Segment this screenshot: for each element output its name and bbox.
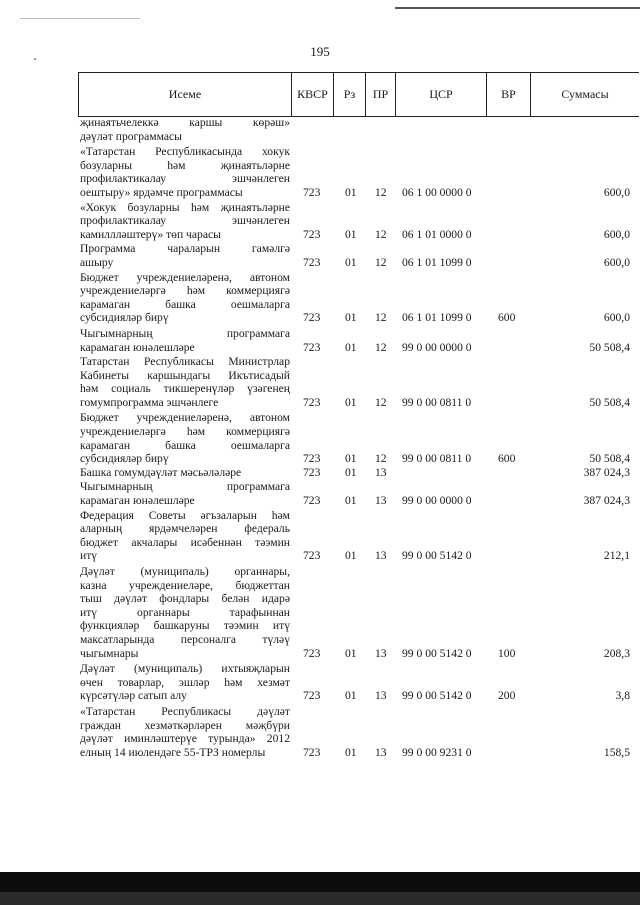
cell-sum: 50 508,4 xyxy=(589,452,630,466)
row-name xyxy=(80,355,290,409)
cell-kvsr: 723 xyxy=(303,689,321,703)
row-name-line: итү органнары тарафыннан xyxy=(80,605,290,619)
cell-sum: 600,0 xyxy=(603,227,630,241)
row-name-line: җинаятьчелеккә каршы көрәш» xyxy=(80,116,290,129)
cell-pr: 12 xyxy=(375,395,387,409)
table-row xyxy=(80,355,630,409)
row-name-line: Чыгымнарның программага xyxy=(80,326,290,340)
cell-rz: 01 xyxy=(345,311,357,325)
cell-vr: 100 xyxy=(498,646,516,660)
cell-kvsr: 723 xyxy=(303,311,321,325)
cell-csr: 06 1 01 0000 0 xyxy=(402,227,472,241)
scan-bottom-edge xyxy=(0,872,640,892)
cell-rz: 01 xyxy=(345,452,357,466)
cell-kvsr: 723 xyxy=(303,255,321,269)
cell-rz: 01 xyxy=(345,549,357,563)
row-name-line: Чыгымнарның программага xyxy=(80,480,290,494)
row-name xyxy=(80,201,290,242)
row-name xyxy=(80,705,290,759)
header-name: Исеме xyxy=(79,73,292,116)
cell-sum: 50 508,4 xyxy=(589,340,630,354)
row-name-line: Дәүләт (муниципаль) ихтыяҗларын xyxy=(80,662,290,676)
cell-kvsr: 723 xyxy=(303,465,321,479)
table-row xyxy=(80,509,630,563)
cell-csr: 99 0 00 0811 0 xyxy=(402,452,472,466)
header-pr: ПР xyxy=(366,73,396,116)
row-name-line: учреждениеләргә һәм коммерциягә xyxy=(80,284,290,298)
row-name-line: аларның ярдәмчеләрен федераль xyxy=(80,522,290,536)
row-name-line: граждан хезмәткәрләрен мәҗбүри xyxy=(80,718,290,732)
cell-csr: 99 0 00 9231 0 xyxy=(402,745,472,759)
cell-csr: 06 1 01 1099 0 xyxy=(402,255,472,269)
cell-kvsr: 723 xyxy=(303,745,321,759)
row-name-line: дәүләт программасы xyxy=(80,129,182,143)
table-row xyxy=(80,116,630,143)
row-name-line: ашыру xyxy=(80,255,114,269)
cell-csr: 99 0 00 0000 0 xyxy=(402,494,472,508)
row-name-line: Бюджет учреждениеләренә, автоном xyxy=(80,270,290,284)
scan-speck xyxy=(34,58,36,60)
header-rz: Рз xyxy=(334,73,366,116)
cell-rz: 01 xyxy=(345,494,357,508)
table-row xyxy=(80,145,630,199)
cell-kvsr: 723 xyxy=(303,395,321,409)
row-name-line: субсидияләр бирү xyxy=(80,452,169,466)
cell-kvsr: 723 xyxy=(303,340,321,354)
table-row xyxy=(80,565,630,660)
cell-vr: 600 xyxy=(498,311,516,325)
cell-rz: 01 xyxy=(345,255,357,269)
cell-kvsr: 723 xyxy=(303,452,321,466)
row-name xyxy=(80,509,290,563)
header-sum: Суммасы xyxy=(561,87,609,101)
cell-sum: 387 024,3 xyxy=(583,494,630,508)
row-name-line: «Татарстан Республикасы дәүләт xyxy=(80,704,290,718)
row-name-line: Бюджет учреждениеләренә, автоном xyxy=(80,411,290,425)
row-name xyxy=(80,116,290,143)
cell-sum: 600,0 xyxy=(603,311,630,325)
row-name-line: өчен товарлар, эшләр һәм хезмәт xyxy=(80,675,290,689)
table-header xyxy=(78,72,639,117)
cell-sum: 212,1 xyxy=(603,549,630,563)
row-name-line: карамаган башка оешмаларга xyxy=(80,297,290,311)
row-name xyxy=(80,327,290,354)
row-name-line: карамаган юнәлешләре xyxy=(80,340,195,354)
row-name-line: функцияләр башкаруны тәэмин итү xyxy=(80,619,290,633)
row-name xyxy=(80,271,290,325)
scan-edge-mark xyxy=(20,18,140,19)
scan-bottom-strip xyxy=(0,892,640,905)
cell-vr: 200 xyxy=(498,689,516,703)
row-name-line: дәүләт иминләштерүе турында» 2012 xyxy=(80,732,290,746)
cell-sum: 50 508,4 xyxy=(589,395,630,409)
cell-pr: 13 xyxy=(375,689,387,703)
header-vr: ВР xyxy=(487,73,531,116)
cell-sum: 600,0 xyxy=(603,255,630,269)
cell-rz: 01 xyxy=(345,185,357,199)
row-name-line: оештыру» ярдәмче программасы xyxy=(80,185,243,199)
row-name-line: чыгымнары xyxy=(80,646,139,660)
row-name-line: «Татарстан Республикасында хокук xyxy=(80,145,290,159)
table-row xyxy=(80,271,630,325)
cell-sum: 3,8 xyxy=(615,689,630,703)
cell-rz: 01 xyxy=(345,227,357,241)
cell-sum: 600,0 xyxy=(603,185,630,199)
row-name-line: профилактикалау эшчәнлеген xyxy=(80,172,290,186)
header-kvsr: КВСР xyxy=(292,73,334,116)
row-name xyxy=(80,242,290,269)
row-name-line: гомумпрограмма эшчәнлеге xyxy=(80,395,219,409)
cell-kvsr: 723 xyxy=(303,646,321,660)
row-name xyxy=(80,565,290,660)
row-name-line: күрсәтүләр сатып алу xyxy=(80,689,187,703)
row-name-line: Кабинеты каршындагы Икътисадый xyxy=(80,368,290,382)
cell-pr: 13 xyxy=(375,745,387,759)
table-row xyxy=(80,242,630,269)
row-name-line: «Хокук бозуларны һәм җинаятьләрне xyxy=(80,200,290,214)
table-body xyxy=(80,116,630,759)
cell-kvsr: 723 xyxy=(303,185,321,199)
cell-pr: 12 xyxy=(375,311,387,325)
cell-kvsr: 723 xyxy=(303,494,321,508)
row-name-line: һәм социаль тикшеренүләр үзәгенең xyxy=(80,382,290,396)
cell-rz: 01 xyxy=(345,689,357,703)
table-row xyxy=(80,705,630,759)
row-name-line: елның 14 июлендәге 55-ТРЗ номерлы xyxy=(80,745,266,759)
cell-pr: 13 xyxy=(375,465,387,479)
cell-pr: 12 xyxy=(375,185,387,199)
row-name-line: Программа чараларын гамәлгә xyxy=(80,242,290,256)
cell-csr: 99 0 00 5142 0 xyxy=(402,689,472,703)
cell-csr: 06 1 00 0000 0 xyxy=(402,185,472,199)
table-row xyxy=(80,662,630,703)
cell-vr: 600 xyxy=(498,452,516,466)
cell-sum: 208,3 xyxy=(603,646,630,660)
cell-csr: 06 1 01 1099 0 xyxy=(402,311,472,325)
row-name xyxy=(80,466,290,480)
row-name-line: камиллләштерү» төп чарасы xyxy=(80,227,221,241)
cell-csr: 99 0 00 0000 0 xyxy=(402,340,472,354)
row-name-line: тыш дәүләт фондлары белән идарә xyxy=(80,592,290,606)
row-name-line: максатларында персоналга түләү xyxy=(80,632,290,646)
table-row xyxy=(80,466,630,480)
table-row xyxy=(80,201,630,242)
row-name-line: Дәүләт (муниципаль) органнары, xyxy=(80,565,290,578)
row-name-line: карамаган башка оешмаларга xyxy=(80,438,290,452)
cell-rz: 01 xyxy=(345,745,357,759)
row-name xyxy=(80,662,290,703)
row-name-line: карамаган юнәлешләре xyxy=(80,494,195,508)
row-name xyxy=(80,145,290,199)
cell-csr: 99 0 00 0811 0 xyxy=(402,395,472,409)
row-name-line: Башка гомумдәүләт мәсьәләләре xyxy=(80,465,242,479)
cell-csr: 99 0 00 5142 0 xyxy=(402,646,472,660)
cell-pr: 13 xyxy=(375,494,387,508)
cell-pr: 12 xyxy=(375,227,387,241)
cell-kvsr: 723 xyxy=(303,549,321,563)
cell-pr: 12 xyxy=(375,340,387,354)
row-name-line: учреждениеләргә һәм коммерциягә xyxy=(80,425,290,439)
cell-pr: 12 xyxy=(375,452,387,466)
cell-rz: 01 xyxy=(345,340,357,354)
header-csr: ЦСР xyxy=(396,73,487,116)
cell-pr: 12 xyxy=(375,255,387,269)
row-name-line: казна учреждениеләре, бюджеттан xyxy=(80,578,290,592)
row-name-line: Федерация Советы әгъзаларын һәм xyxy=(80,508,290,522)
cell-rz: 01 xyxy=(345,465,357,479)
row-name-line: профилактикалау эшчәнлеген xyxy=(80,214,290,228)
row-name xyxy=(80,411,290,465)
row-name-line: субсидияләр бирү xyxy=(80,311,169,325)
row-name-line: бюджет акчалары исәбеннән тәэмин xyxy=(80,535,290,549)
cell-csr: 99 0 00 5142 0 xyxy=(402,549,472,563)
cell-sum: 158,5 xyxy=(603,745,630,759)
cell-rz: 01 xyxy=(345,395,357,409)
cell-pr: 13 xyxy=(375,549,387,563)
row-name-line: Татарстан Республикасы Министрлар xyxy=(80,355,290,369)
cell-kvsr: 723 xyxy=(303,227,321,241)
cell-sum: 387 024,3 xyxy=(583,465,630,479)
row-name-line: бозуларны һәм җинаятьләрне xyxy=(80,158,290,172)
table-row xyxy=(80,327,630,354)
cell-rz: 01 xyxy=(345,646,357,660)
row-name xyxy=(80,480,290,507)
row-name-line: итү xyxy=(80,549,98,563)
cell-pr: 13 xyxy=(375,646,387,660)
table-row xyxy=(80,411,630,465)
page-number: 195 xyxy=(310,44,330,59)
scan-edge-line xyxy=(395,7,640,9)
table-row xyxy=(80,480,630,507)
